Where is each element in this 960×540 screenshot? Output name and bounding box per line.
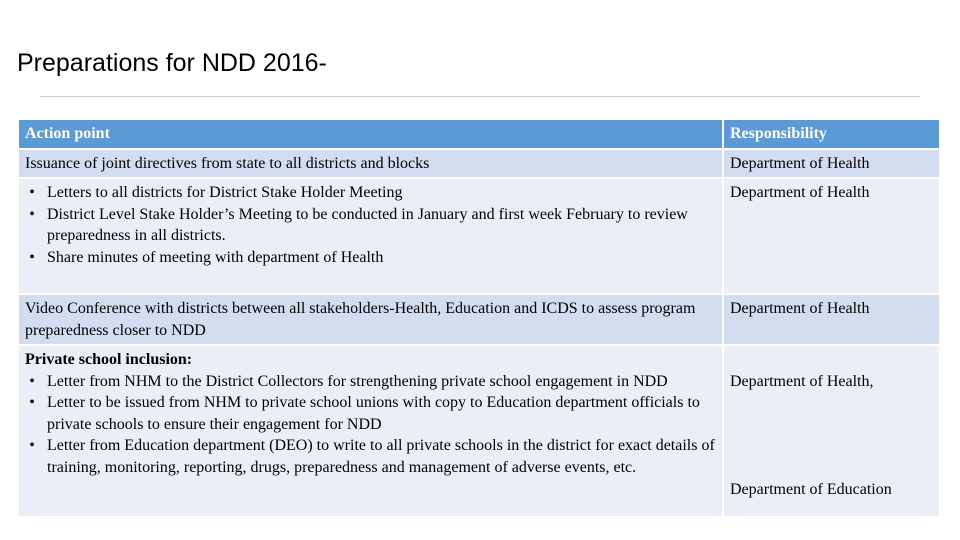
responsibility-cell: Department of Health bbox=[724, 295, 939, 346]
list-item: • Letter from Education department (DEO) to write to all private schools in the district for exact details of training, monitoring, reporting, drugs, preparedness and management of adverse events, etc. bbox=[47, 435, 716, 478]
list-item: • Letters to all districts for District Stake Holder Meeting bbox=[47, 182, 716, 204]
header-responsibility: Responsibility bbox=[724, 120, 939, 150]
action-plan-table bbox=[19, 120, 939, 518]
responsibility-education: Department of Education bbox=[730, 481, 892, 498]
action-cell bbox=[19, 179, 724, 295]
header-action-point: Action point bbox=[19, 120, 724, 150]
table-row bbox=[19, 346, 939, 518]
action-cell: Issuance of joint directives from state to all districts and blocks bbox=[19, 150, 724, 180]
slide-title: Preparations for NDD 2016- bbox=[17, 49, 327, 77]
responsibility-health: Department of Health, bbox=[730, 373, 874, 390]
responsibility-cell: Department of Health bbox=[724, 150, 939, 180]
table-row bbox=[19, 150, 939, 180]
responsibility-cell bbox=[724, 346, 939, 518]
responsibility-cell: Department of Health bbox=[724, 179, 939, 295]
bullet-list bbox=[25, 371, 716, 479]
bullet-list bbox=[25, 182, 716, 268]
table-row bbox=[19, 295, 939, 346]
list-item: • Letter to be issued from NHM to private school unions with copy to Education department officials to private schools to ensure their engagement for NDD bbox=[47, 392, 716, 435]
list-item: • District Level Stake Holder’s Meeting to be conducted in January and first week February to review preparedness in all districts. bbox=[47, 204, 716, 247]
table-row bbox=[19, 179, 939, 295]
list-item: • Letter from NHM to the District Collectors for strengthening private school engagement in NDD bbox=[47, 371, 716, 393]
action-cell: Video Conference with districts between all stakeholders-Health, Education and ICDS to assess program preparedness closer to NDD bbox=[19, 295, 724, 346]
table-header-row bbox=[19, 120, 939, 150]
list-item: • Share minutes of meeting with department of Health bbox=[47, 247, 716, 269]
title-divider bbox=[40, 96, 920, 97]
private-school-label: Private school inclusion: bbox=[25, 351, 193, 368]
action-cell bbox=[19, 346, 724, 518]
